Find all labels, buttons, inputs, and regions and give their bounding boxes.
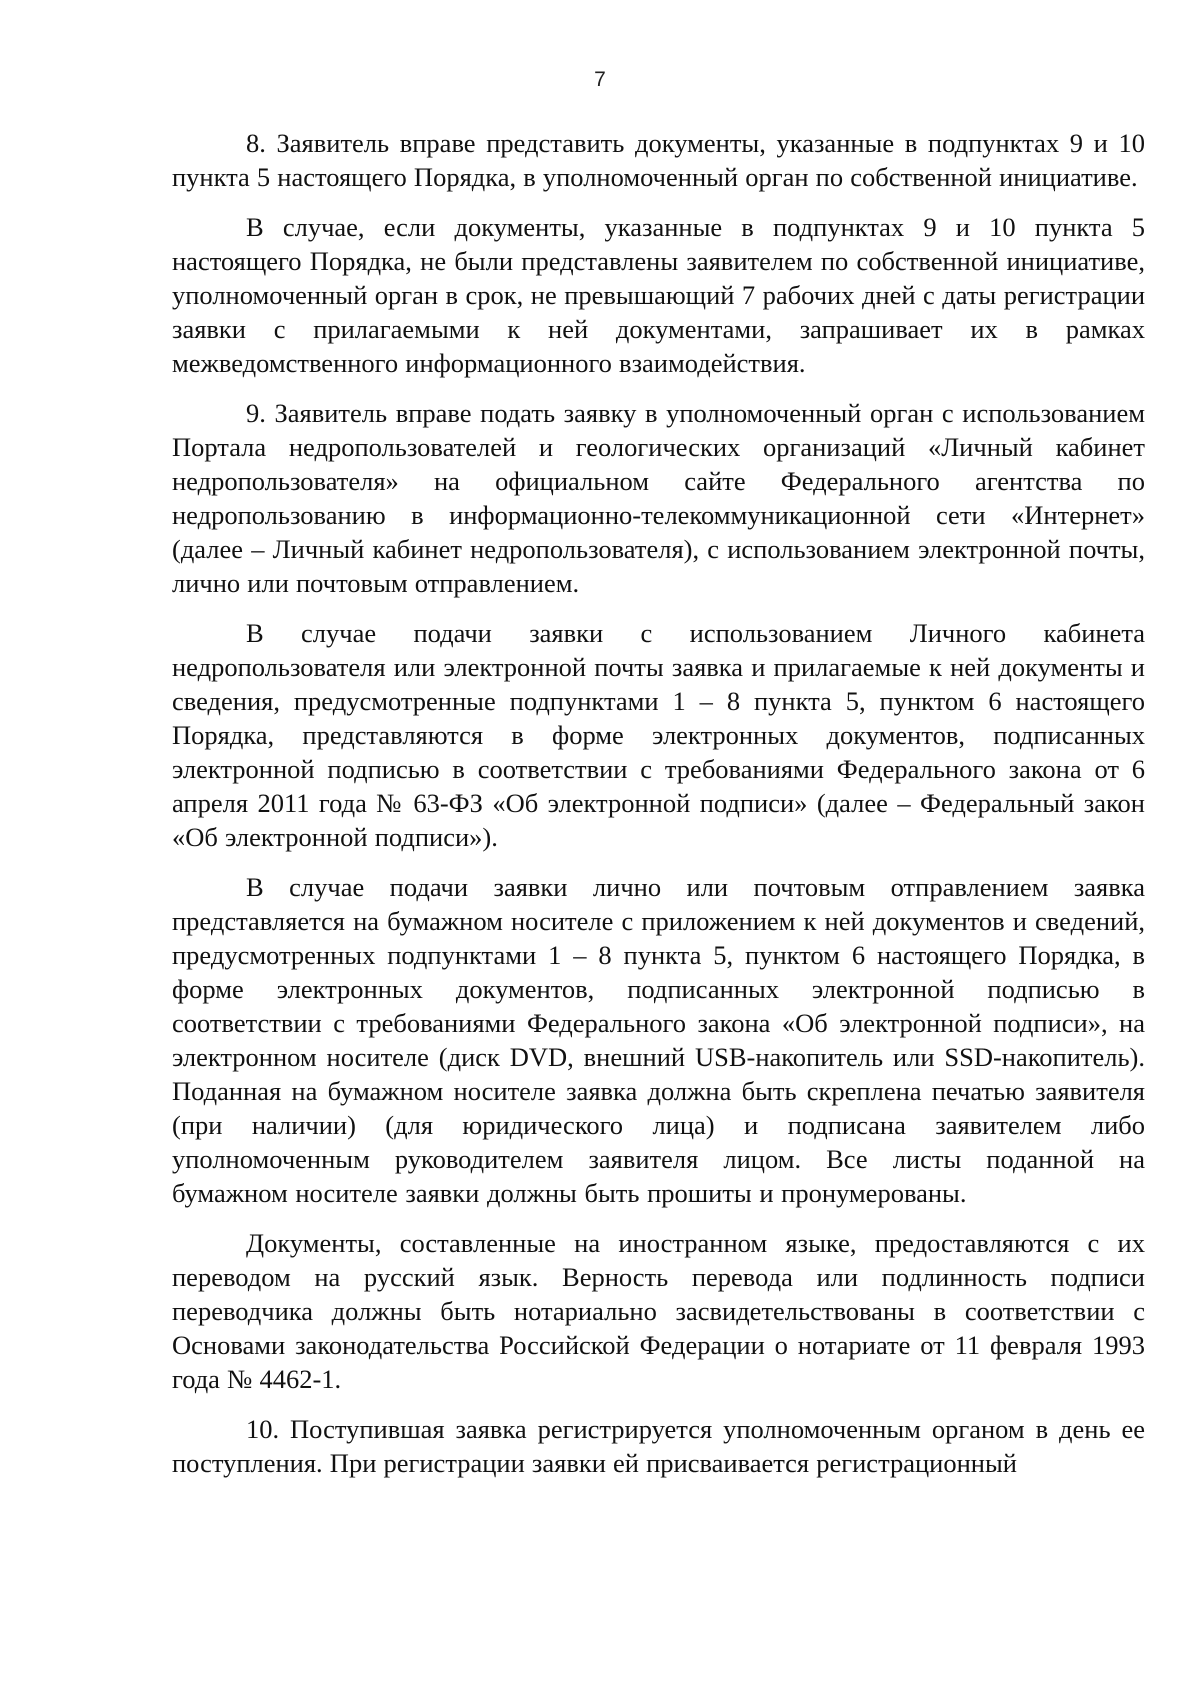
paragraph-9-foreign-documents: Документы, составленные на иностранном языке, предоставляются с их переводом на русский язык. Верность перевода или подлинность подписи переводчика должны быть нотариально засвидетельствованы в соответствии с Основами законодательства Российской Федерации о нотариате от 11 февраля 1993 года № 4462-1. — [172, 1228, 1145, 1394]
paragraph-9: 9. Заявитель вправе подать заявку в уполномоченный орган с использованием Портала недропользователей и геологических организаций «Личный кабинет недропользователя» на официальном сайте Федерального агентства по недропользованию в информационно-телекоммуникационной сети «Интернет» (далее – Личный кабинет недропользователя), с использованием электронной почты, лично или почтовым отправлением. — [172, 398, 1145, 598]
document-body — [172, 126, 1145, 1496]
page-number: 7 — [594, 68, 606, 91]
paragraph-10: 10. Поступившая заявка регистрируется уполномоченным органом в день ее поступления. При регистрации заявки ей присваивается регистрационный — [172, 1414, 1145, 1478]
paragraph-8-continuation: В случае, если документы, указанные в подпунктах 9 и 10 пункта 5 настоящего Порядка, не были представлены заявителем по собственной инициативе, уполномоченный орган в срок, не превышающий 7 рабочих дней с даты регистрации заявки с прилагаемыми к ней документами, запрашивает их в рамках межведомственного информационного взаимодействия. — [172, 212, 1145, 378]
paragraph-8: 8. Заявитель вправе представить документы, указанные в подпунктах 9 и 10 пункта 5 настоящего Порядка, в уполномоченный орган по собственной инициативе. — [172, 128, 1145, 192]
paragraph-9-paper-submission: В случае подачи заявки лично или почтовым отправлением заявка представляется на бумажном носителе с приложением к ней документов и сведений, предусмотренных подпунктами 1 – 8 пункта 5, пунктом 6 настоящего Порядка, в форме электронных документов, подписанных электронной подписью в соответствии с требованиями Федерального закона «Об электронной подписи», на электронном носителе (диск DVD, внешний USB-накопитель или SSD-накопитель). Поданная на бумажном носителе заявка должна быть скреплена печатью заявителя (при наличии) (для юридического лица) и подписана заявителем либо уполномоченным руководителем заявителя лицом. Все листы поданной на бумажном носителе заявки должны быть прошиты и пронумерованы. — [172, 872, 1145, 1208]
paragraph-9-electronic-submission: В случае подачи заявки с использованием Личного кабинета недропользователя или электронной почты заявка и прилагаемые к ней документы и сведения, предусмотренные подпунктами 1 – 8 пункта 5, пунктом 6 настоящего Порядка, представляются в форме электронных документов, подписанных электронной подписью в соответствии с требованиями Федерального закона от 6 апреля 2011 года № 63-ФЗ «Об электронной подписи» (далее – Федеральный закон «Об электронной подписи»). — [172, 618, 1145, 852]
